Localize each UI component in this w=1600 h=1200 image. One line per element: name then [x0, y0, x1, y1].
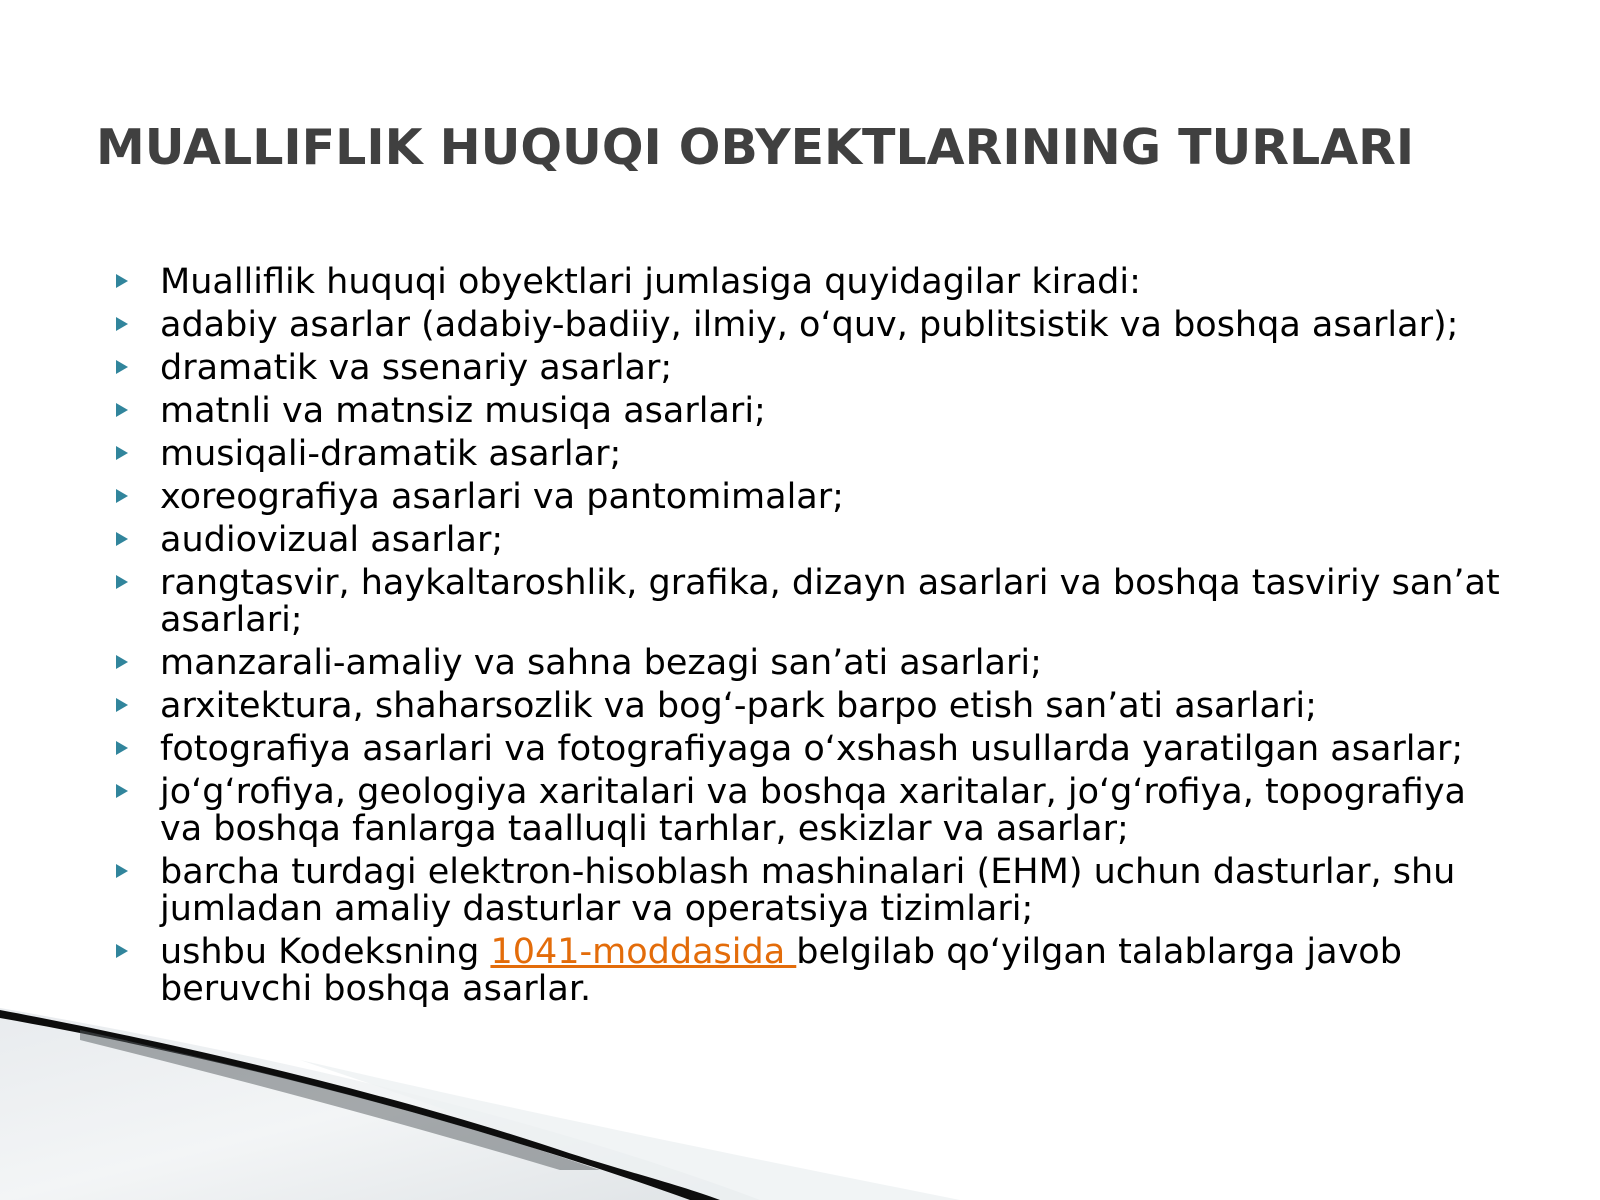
- bullet-arrow-icon: [116, 274, 128, 288]
- list-item: [112, 645, 1512, 682]
- bullet-arrow-icon: [116, 446, 128, 460]
- bullet-list: [112, 264, 1512, 1014]
- list-item: [112, 264, 1512, 301]
- list-item: [112, 731, 1512, 768]
- list-item-text: jo‘g‘rofiya, geologiya xaritalari va boshqa xaritalar, jo‘g‘rofiya, topografiya va boshqa fanlarga taalluqli tarhlar, eskizlar va asarlar;: [160, 772, 1466, 849]
- bullet-arrow-icon: [116, 698, 128, 712]
- list-item: [112, 350, 1512, 387]
- list-item: [112, 565, 1512, 639]
- list-item: [112, 522, 1512, 559]
- bullet-arrow-icon: [116, 403, 128, 417]
- list-item-text: audiovizual asarlar;: [160, 520, 504, 560]
- list-item-text-prefix: ushbu Kodeksning: [160, 932, 491, 972]
- bullet-arrow-icon: [116, 360, 128, 374]
- list-item-text: barcha turdagi elektron-hisoblash mashinalari (EHM) uchun dasturlar, shu jumladan amaliy dasturlar va operatsiya tizimlari;: [160, 852, 1456, 929]
- list-item: [112, 393, 1512, 430]
- bullet-arrow-icon: [116, 944, 128, 958]
- bullet-arrow-icon: [116, 784, 128, 798]
- list-item: [112, 854, 1512, 928]
- list-item-text: dramatik va ssenariy asarlar;: [160, 348, 673, 388]
- bullet-arrow-icon: [116, 532, 128, 546]
- list-item-text: Mualliflik huquqi obyektlari jumlasiga quyidagilar kiradi:: [160, 262, 1141, 302]
- list-item: [112, 774, 1512, 848]
- list-item-text-suffix: belgilab qo‘yilgan talablarga javob beruvchi boshqa asarlar.: [160, 932, 1402, 1009]
- list-item-text: fotografiya asarlari va fotografiyaga o‘xshash usullarda yaratilgan asarlar;: [160, 729, 1464, 769]
- bullet-arrow-icon: [116, 317, 128, 331]
- list-item: [112, 436, 1512, 473]
- list-item-text: matnli va matnsiz musiqa asarlari;: [160, 391, 766, 431]
- list-item: [112, 479, 1512, 516]
- list-item-text: xoreografiya asarlari va pantomimalar;: [160, 477, 844, 517]
- bullet-arrow-icon: [116, 489, 128, 503]
- list-item-text: adabiy asarlar (adabiy-badiiy, ilmiy, o‘quv, publitsistik va boshqa asarlar);: [160, 305, 1459, 345]
- list-item: [112, 934, 1512, 1008]
- bullet-arrow-icon: [116, 864, 128, 878]
- bullet-arrow-icon: [116, 655, 128, 669]
- bullet-arrow-icon: [116, 741, 128, 755]
- list-item-text: arxitektura, shaharsozlik va bog‘-park barpo etish san’ati asarlari;: [160, 686, 1317, 726]
- list-item: [112, 688, 1512, 725]
- list-item-text: rangtasvir, haykaltaroshlik, grafika, dizayn asarlari va boshqa tasviriy san’at asarlari;: [160, 563, 1500, 640]
- article-1041-link[interactable]: 1041-moddasida: [490, 932, 797, 972]
- bullet-arrow-icon: [116, 575, 128, 589]
- list-item: [112, 307, 1512, 344]
- list-item-text: manzarali-amaliy va sahna bezagi san’ati asarlari;: [160, 643, 1042, 683]
- list-item-text: musiqali-dramatik asarlar;: [160, 434, 622, 474]
- slide-title: MUALLIFLIK HUQUQI OBYEKTLARINING TURLARI: [96, 119, 1415, 176]
